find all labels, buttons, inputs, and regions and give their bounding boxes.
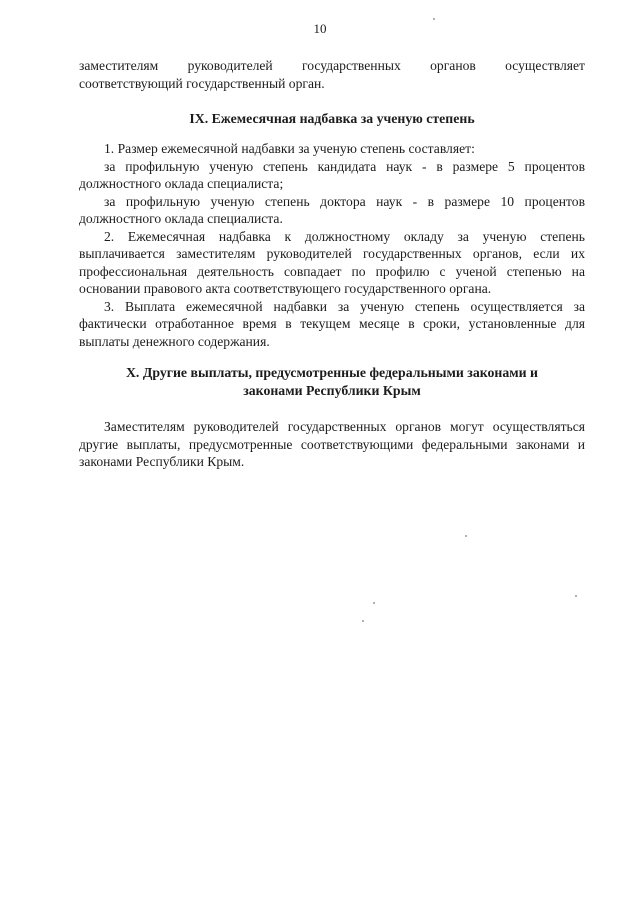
section-9-paragraph-1: 1. Размер ежемесячной надбавки за ученую степень составляет: [104, 141, 475, 156]
scan-speck [362, 620, 364, 622]
scan-speck [433, 18, 435, 20]
intro-block [79, 57, 585, 92]
section-9-paragraph-5: 3. Выплата ежемесячной надбавки за ученую степень осуществляется за фактически отработанное время в текущем месяце в сроки, установленные для выплаты денежного содержания. [79, 298, 585, 349]
section-10-heading-line-2: законами Республики Крым [243, 382, 421, 398]
section-9 [79, 110, 585, 128]
section-9-paragraph-2: за профильную ученую степень кандидата наук - в размере 5 процентов должностного оклада специалиста; [79, 158, 585, 191]
section-9-paragraph-4: 2. Ежемесячная надбавка к должностному окладу за ученую степень выплачивается заместителям руководителей государственных органов, если их профессиональная деятельность совпадает по профилю с ученой степенью на основании правового акта соответствующего государственного органа. [79, 228, 585, 296]
intro-paragraph: заместителям руководителей государственных органов осуществляет соответствующий государственный орган. [79, 58, 585, 91]
section-10-heading-line-1: X. Другие выплаты, предусмотренные федеральными законами и [125, 365, 539, 380]
page-number: 10 [313, 21, 327, 36]
section-9-heading: IX. Ежемесячная надбавка за ученую степень [189, 111, 475, 126]
section-10 [79, 364, 585, 399]
section-10-paragraph: Заместителям руководителей государственных органов могут осуществляться другие выплаты, предусмотренные соответствующими федеральными законами и законами Республики Крым. [79, 419, 585, 469]
section-10-body [79, 418, 585, 471]
section-9-paragraph-3: за профильную ученую степень доктора наук - в размере 10 процентов должностного оклада специалиста. [79, 193, 585, 226]
scan-speck [465, 535, 467, 537]
scan-speck [575, 595, 577, 597]
section-9-body [79, 140, 585, 350]
scan-speck [373, 602, 375, 604]
